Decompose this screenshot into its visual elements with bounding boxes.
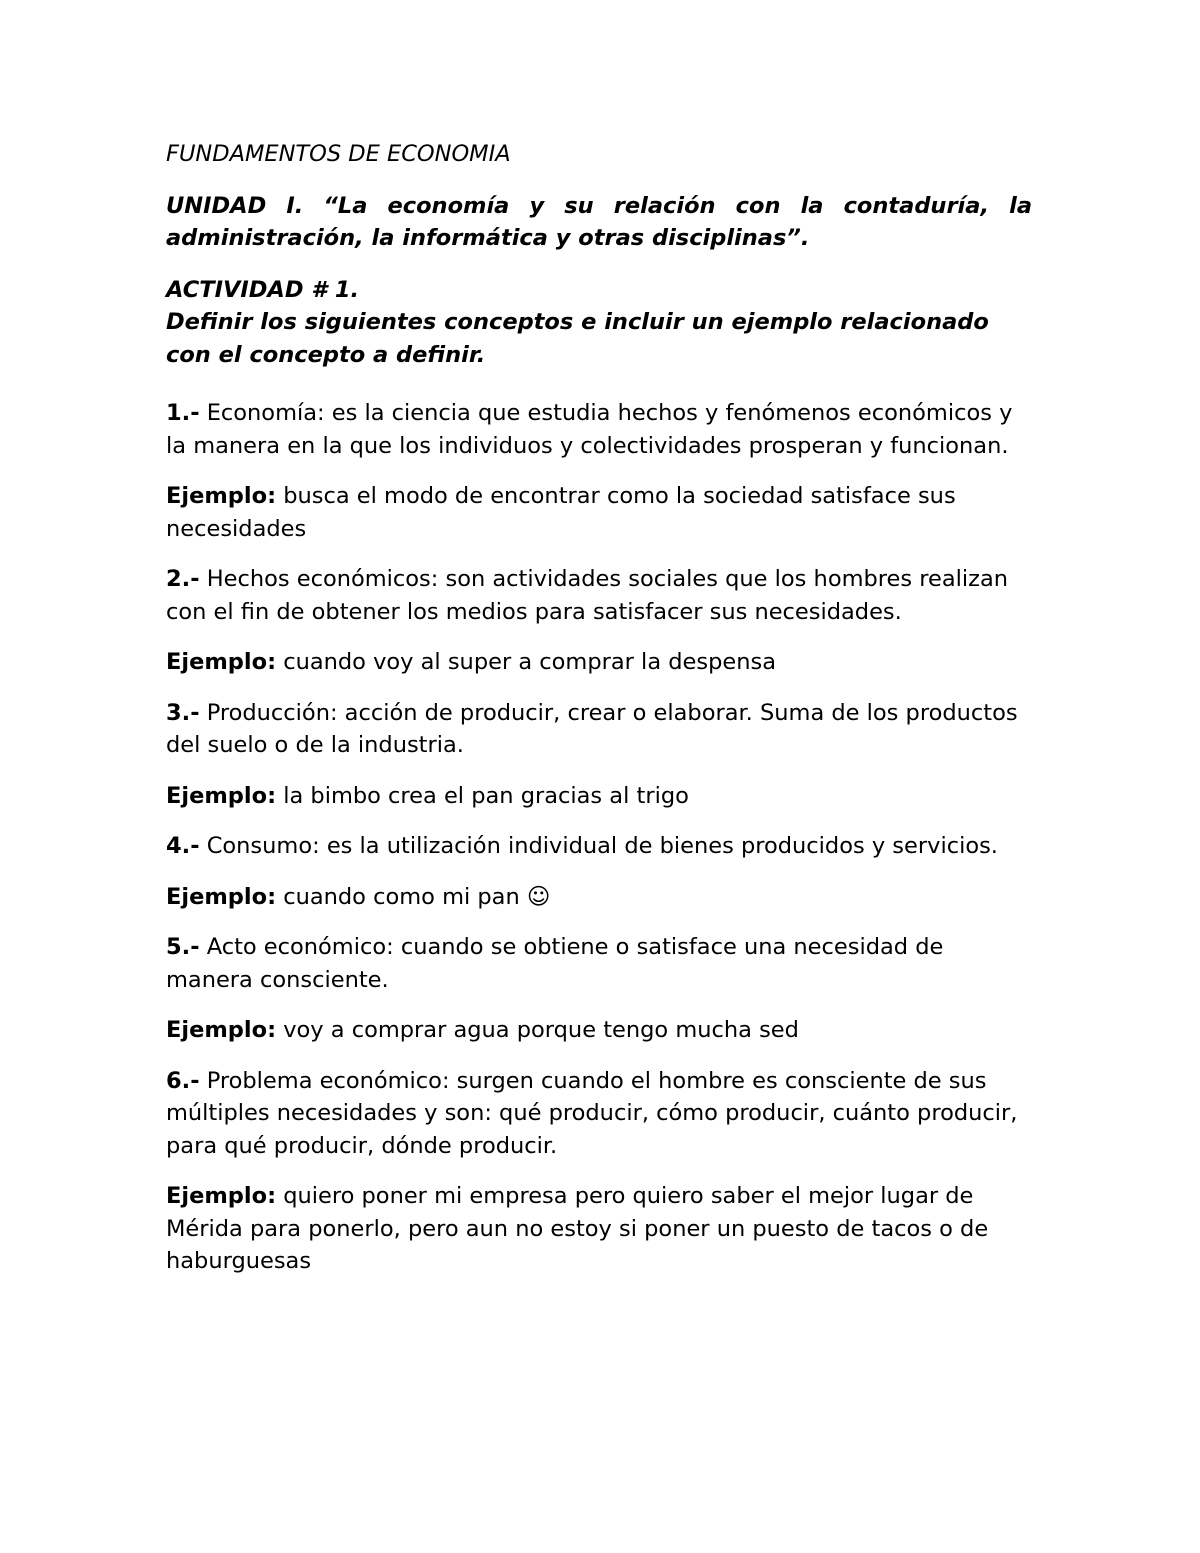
item-definition: Producción: acción de producir, crear o elaborar. Suma de los productos del suelo o de la industria. [166,699,1018,758]
example-text: busca el modo de encontrar como la sociedad satisface sus necesidades [166,483,956,542]
item-number: 1.- [166,400,200,426]
item-definition: Consumo: es la utilización individual de bienes producidos y servicios. [199,833,998,859]
example-label: Ejemplo: [166,1017,277,1043]
example-text: cuando voy al super a comprar la despensa [276,649,776,675]
definition-item [166,830,1032,863]
activity-instruction: Definir los siguientes conceptos e incluir un ejemplo relacionado con el concepto a definir. [166,309,989,368]
definition-item [166,1065,1032,1163]
activity-block [166,274,1032,372]
document-page [166,138,1032,1296]
definition-item [166,397,1032,462]
unit-heading: UNIDAD I. “La economía y su relación con la contaduría, la administración, la informática y otras disciplinas”. [166,192,1032,251]
document-title: FUNDAMENTOS DE ECONOMIA [166,141,511,167]
example-label: Ejemplo: [166,483,277,509]
example-label: Ejemplo: [166,649,277,675]
definition-item [166,563,1032,628]
example-item [166,1014,1032,1047]
example-label: Ejemplo: [166,1183,277,1209]
item-number: 3.- [166,699,200,726]
example-label: Ejemplo: [166,883,277,910]
example-item [166,646,1032,679]
item-definition: Economía: es la ciencia que estudia hechos y fenómenos económicos y la manera en la que los individuos y colectividades prosperan y funcionan. [166,400,1013,459]
item-number: 6.- [166,1067,200,1094]
item-definition: Problema económico: surgen cuando el hombre es consciente de sus múltiples necesidades y son: qué producir, cómo producir, cuánto producir, para qué producir, dónde producir. [166,1067,1018,1159]
example-item [166,480,1032,545]
example-text: voy a comprar agua porque tengo mucha sed [276,1017,799,1043]
item-definition: Hechos económicos: son actividades sociales que los hombres realizan con el fin de obtener los medios para satisfacer sus necesidades. [166,566,1009,625]
example-item [166,1180,1032,1278]
item-number: 5.- [166,934,200,960]
example-text: quiero poner mi empresa pero quiero saber el mejor lugar de Mérida para ponerlo, pero aun no estoy si poner un puesto de tacos o de haburguesas [166,1183,989,1274]
activity-heading: ACTIVIDAD # 1. [166,276,360,303]
item-number: 2.- [166,566,200,592]
example-label: Ejemplo: [166,782,277,809]
definition-item [166,931,1032,996]
example-text: cuando como mi pan ☺ [276,883,551,910]
item-number: 4.- [166,833,200,859]
example-item [166,780,1032,813]
definition-item [166,697,1032,762]
item-definition: Acto económico: cuando se obtiene o satisface una necesidad de manera consciente. [166,934,944,993]
example-item [166,881,1032,914]
example-text: la bimbo crea el pan gracias al trigo [276,782,689,809]
